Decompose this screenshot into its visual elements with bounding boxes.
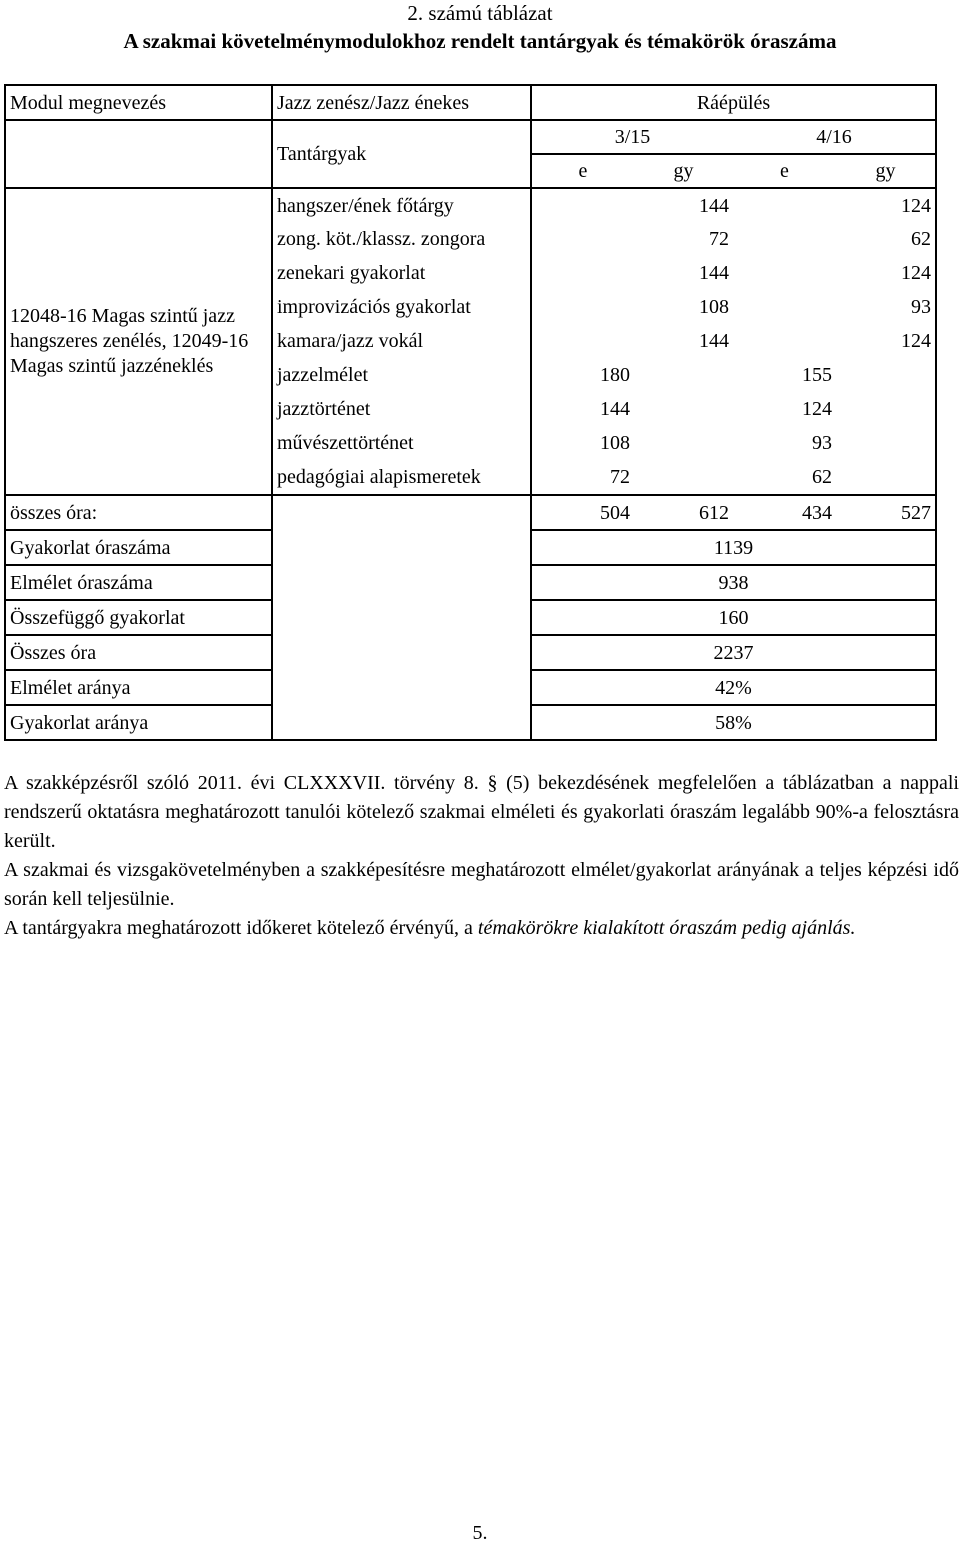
subject-gy1: 108: [699, 296, 729, 318]
subject-gy2: 124: [836, 324, 936, 358]
summary-value: 160: [531, 600, 936, 635]
subject-e2: [733, 188, 836, 222]
summary-label: Elmélet óraszáma: [5, 565, 272, 600]
subject-gy2: [836, 426, 936, 460]
gy1-header: gy: [673, 160, 694, 182]
subject-e1: [531, 256, 634, 290]
subject-e2: 155: [802, 364, 832, 386]
subject-e1: [531, 324, 634, 358]
hours-table: [4, 84, 937, 741]
subject-gy1: [634, 426, 733, 460]
subject-e2: 62: [812, 466, 832, 488]
subject-e2: [733, 256, 836, 290]
paragraph-timeframe-italic: témakörökre kialakított óraszám pedig ajánlás.: [477, 917, 856, 939]
subject-gy2: 124: [836, 188, 936, 222]
subject-name: zong. köt./klassz. zongora: [272, 222, 531, 256]
summary-label: Gyakorlat aránya: [5, 705, 272, 740]
subject-name: improvizációs gyakorlat: [272, 290, 531, 324]
paragraph-law-reference: A szakképzésről szóló 2011. évi CLXXXVII. törvény 8. § (5) bekezdésének megfelelően a táblázatban a nappali rendszerű oktatásra meghatározott tanulói kötelező szakmai elméleti és gyakorlati óraszám legalább 90%-a felosztásra került.: [4, 772, 959, 852]
summary-label: Elmélet aránya: [5, 670, 272, 705]
subject-gy1: 72: [709, 228, 729, 250]
subjects-header: Tantárgyak: [272, 120, 531, 188]
empty-summary-cell: [272, 495, 531, 740]
table-title: A szakmai követelménymodulokhoz rendelt tantárgyak és témakörök óraszáma: [123, 29, 837, 53]
subject-e1: [531, 188, 634, 222]
subject-e2: [733, 290, 836, 324]
subject-gy1: [634, 392, 733, 426]
summary-label: Összefüggő gyakorlat: [5, 600, 272, 635]
year1-header: 3/15: [531, 120, 733, 154]
total-row: [5, 495, 936, 530]
module-header: Modul megnevezés: [5, 85, 272, 120]
total-label: összes óra:: [5, 495, 272, 530]
build-header: Ráépülés: [531, 85, 936, 120]
total-gy2: 527: [836, 495, 936, 530]
subject-e1: [531, 222, 634, 256]
table-number: 2. számú táblázat: [407, 1, 553, 25]
summary-label: Összes óra: [5, 635, 272, 670]
page-number: 5.: [472, 1522, 488, 1544]
subject-e2: [733, 324, 836, 358]
subject-gy1: 144: [699, 262, 729, 284]
qualification-header: Jazz zenész/Jazz énekes: [272, 85, 531, 120]
subject-name: művészettörténet: [272, 426, 531, 460]
subject-e1: [531, 290, 634, 324]
paragraph-timeframe-normal: A tantárgyakra meghatározott időkeret kötelező érvényű, a: [4, 917, 478, 939]
subject-name: zenekari gyakorlat: [272, 256, 531, 290]
subject-gy1: [634, 460, 733, 495]
total-e1: 504: [531, 495, 634, 530]
e1-header: e: [578, 160, 588, 182]
subject-name: pedagógiai alapismeretek: [272, 460, 531, 495]
subject-gy2: [836, 392, 936, 426]
summary-value: 1139: [531, 530, 936, 565]
paragraph-ratio: A szakmai és vizsgakövetelményben a szakképesítésre meghatározott elmélet/gyakorlat arányának a teljes képzési idő során kell teljesülnie.: [4, 859, 959, 910]
subject-name: jazzelmélet: [272, 358, 531, 392]
subject-gy2: [836, 460, 936, 495]
subject-gy1: 144: [699, 330, 729, 352]
subject-gy1: [634, 358, 733, 392]
subject-name: hangszer/ének főtárgy: [272, 188, 531, 222]
subject-e1: 72: [610, 466, 630, 488]
summary-value: 42%: [531, 670, 936, 705]
subject-e1: 180: [600, 364, 630, 386]
year-row: [5, 120, 936, 154]
subject-gy2: [836, 358, 936, 392]
total-gy1: 612: [634, 495, 733, 530]
summary-label: Gyakorlat óraszáma: [5, 530, 272, 565]
summary-value: 938: [531, 565, 936, 600]
header-row: [5, 85, 936, 120]
subject-gy2: 124: [836, 256, 936, 290]
subject-e2: 124: [802, 398, 832, 420]
subject-e1: 108: [600, 432, 630, 454]
subject-name: jazztörténet: [272, 392, 531, 426]
e2-header: e: [780, 160, 789, 182]
year2-header: 4/16: [733, 120, 936, 154]
empty-header-cell: [5, 120, 272, 188]
summary-value: 58%: [531, 705, 936, 740]
subject-gy1: 144: [634, 188, 733, 222]
subject-e2: 93: [812, 432, 832, 454]
subject-e1: 144: [600, 398, 630, 420]
subject-e2: [733, 222, 836, 256]
module-name: 12048-16 Magas szintű jazz hangszeres zenélés, 12049-16 Magas szintű jazzéneklés: [5, 188, 272, 495]
total-e2: 434: [733, 495, 836, 530]
table-row: [5, 188, 936, 222]
subject-gy2: 93: [836, 290, 936, 324]
summary-value: 2237: [531, 635, 936, 670]
subject-gy2: 62: [836, 222, 936, 256]
subject-name: kamara/jazz vokál: [272, 324, 531, 358]
gy2-header: gy: [836, 154, 936, 188]
paragraph-timeframe: [4, 914, 959, 943]
